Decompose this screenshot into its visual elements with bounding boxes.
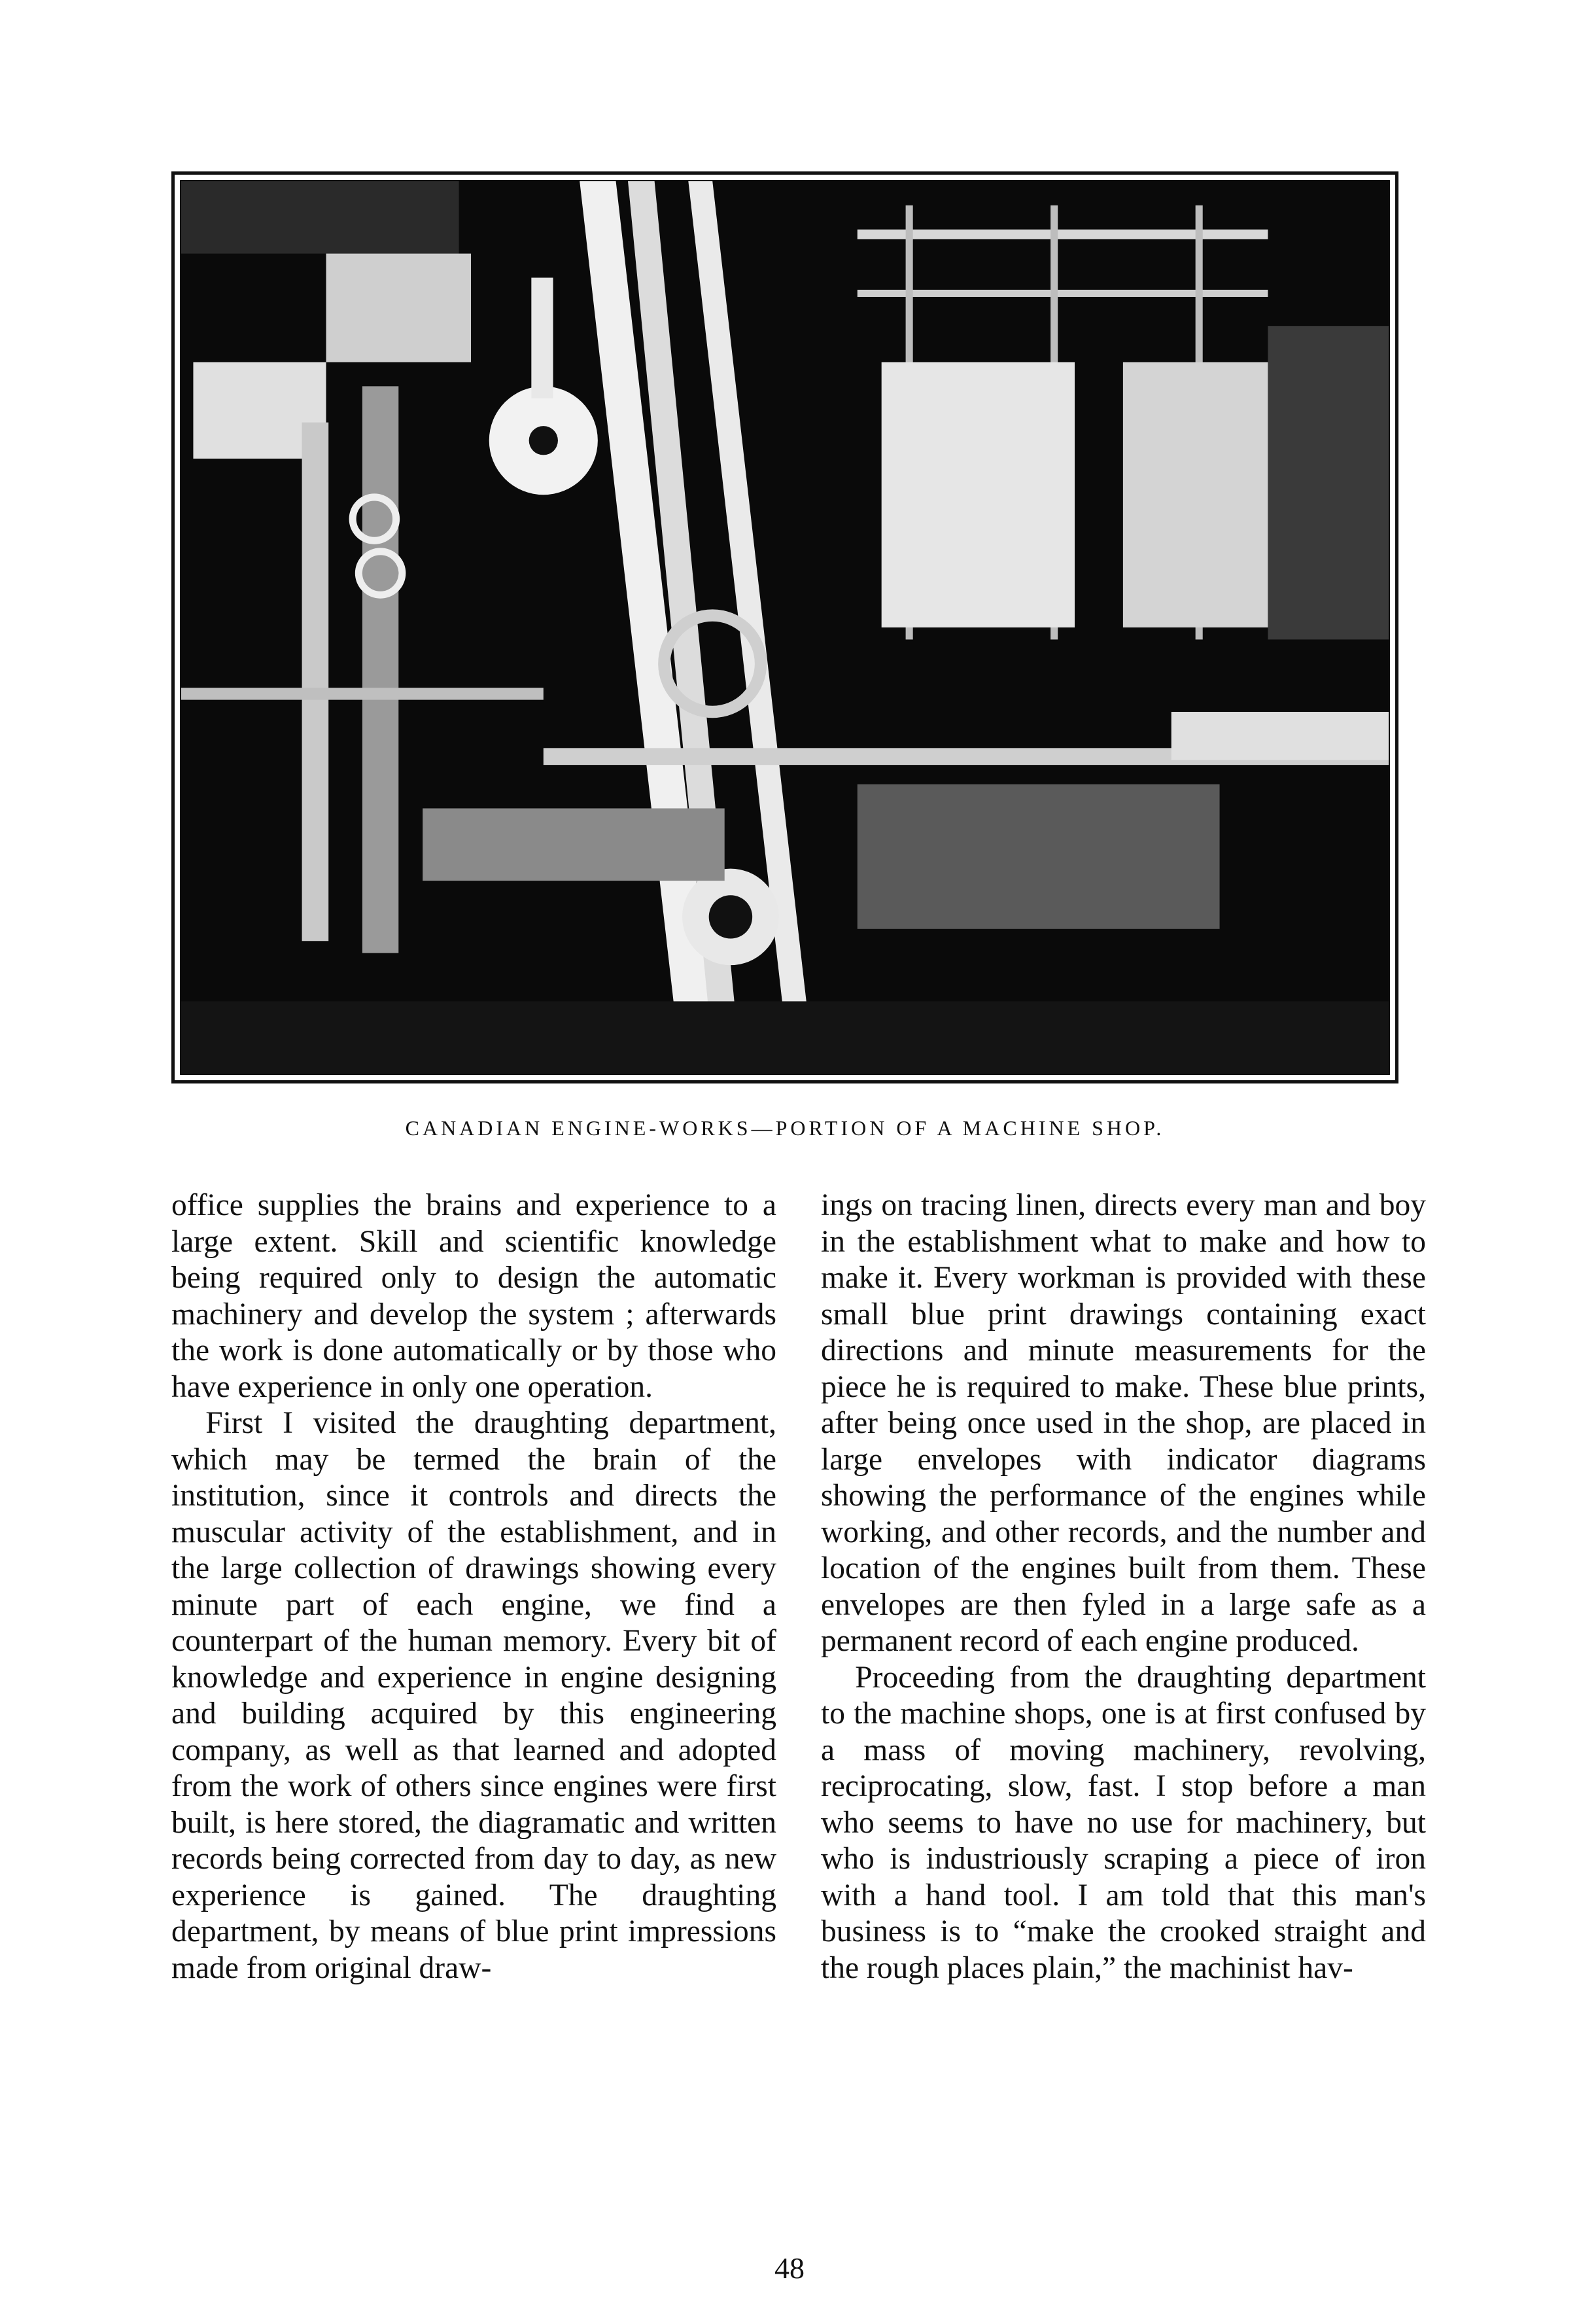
page-number: 48 [774, 2251, 805, 2285]
left-paragraph-2: First I visited the draughting department, which may be termed the brain of the institution, since it controls and directs the muscular activity of the establishment, and in the large collection of drawings showing every minute part of each engine, we find a counterpart of the human memory. Every bit of knowledge and experience in engine designing and building acquired by this engineering company, as well as that learned and adopted from the work of others since engines were first built, is here stored, the diagramatic and written records being corrected from day to day, as new experience is gained. The draughting department, by means of blue print impressions made from original draw- [171, 1406, 776, 1985]
machine-shop-photograph-icon [181, 181, 1389, 1074]
right-column [821, 1188, 1426, 1986]
right-paragraph-1: ings on tracing linen, directs every man and boy in the establishment what to make and how to make it. Every workman is provided with these small blue print drawings containing exact directions and minute measurements for the piece he is required to make. These blue prints, after being once used in the shop, are placed in large envelopes with indicator diagrams showing the performance of the engines while working, and other records, and the number and location of the engines built from them. These envelopes are then fyled in a large safe as a permanent record of each engine produced. [821, 1188, 1426, 1658]
left-column [171, 1188, 776, 1986]
right-paragraph-2: Proceeding from the draughting department to the machine shops, one is at first confused by a mass of moving machinery, revolving, reciprocating, slow, fast. I stop before a man who seems to have no use for machinery, but who is industriously scraping a piece of iron with a hand tool. I am told that this man's business is to “make the crooked straight and the rough places plain,” the machinist hav- [821, 1660, 1426, 1985]
machine-shop-photograph [171, 171, 1398, 1083]
left-paragraph-1: office supplies the brains and experience to a large extent. Skill and scientific knowledge being required only to design the automatic machinery and develop the system ; afterwards the work is done automatically or by those who have experience in only one operation. [171, 1188, 776, 1404]
figure-caption: CANADIAN ENGINE-WORKS—PORTION OF A MACHINE SHOP. [405, 1116, 1165, 1140]
photograph-image [180, 180, 1390, 1075]
